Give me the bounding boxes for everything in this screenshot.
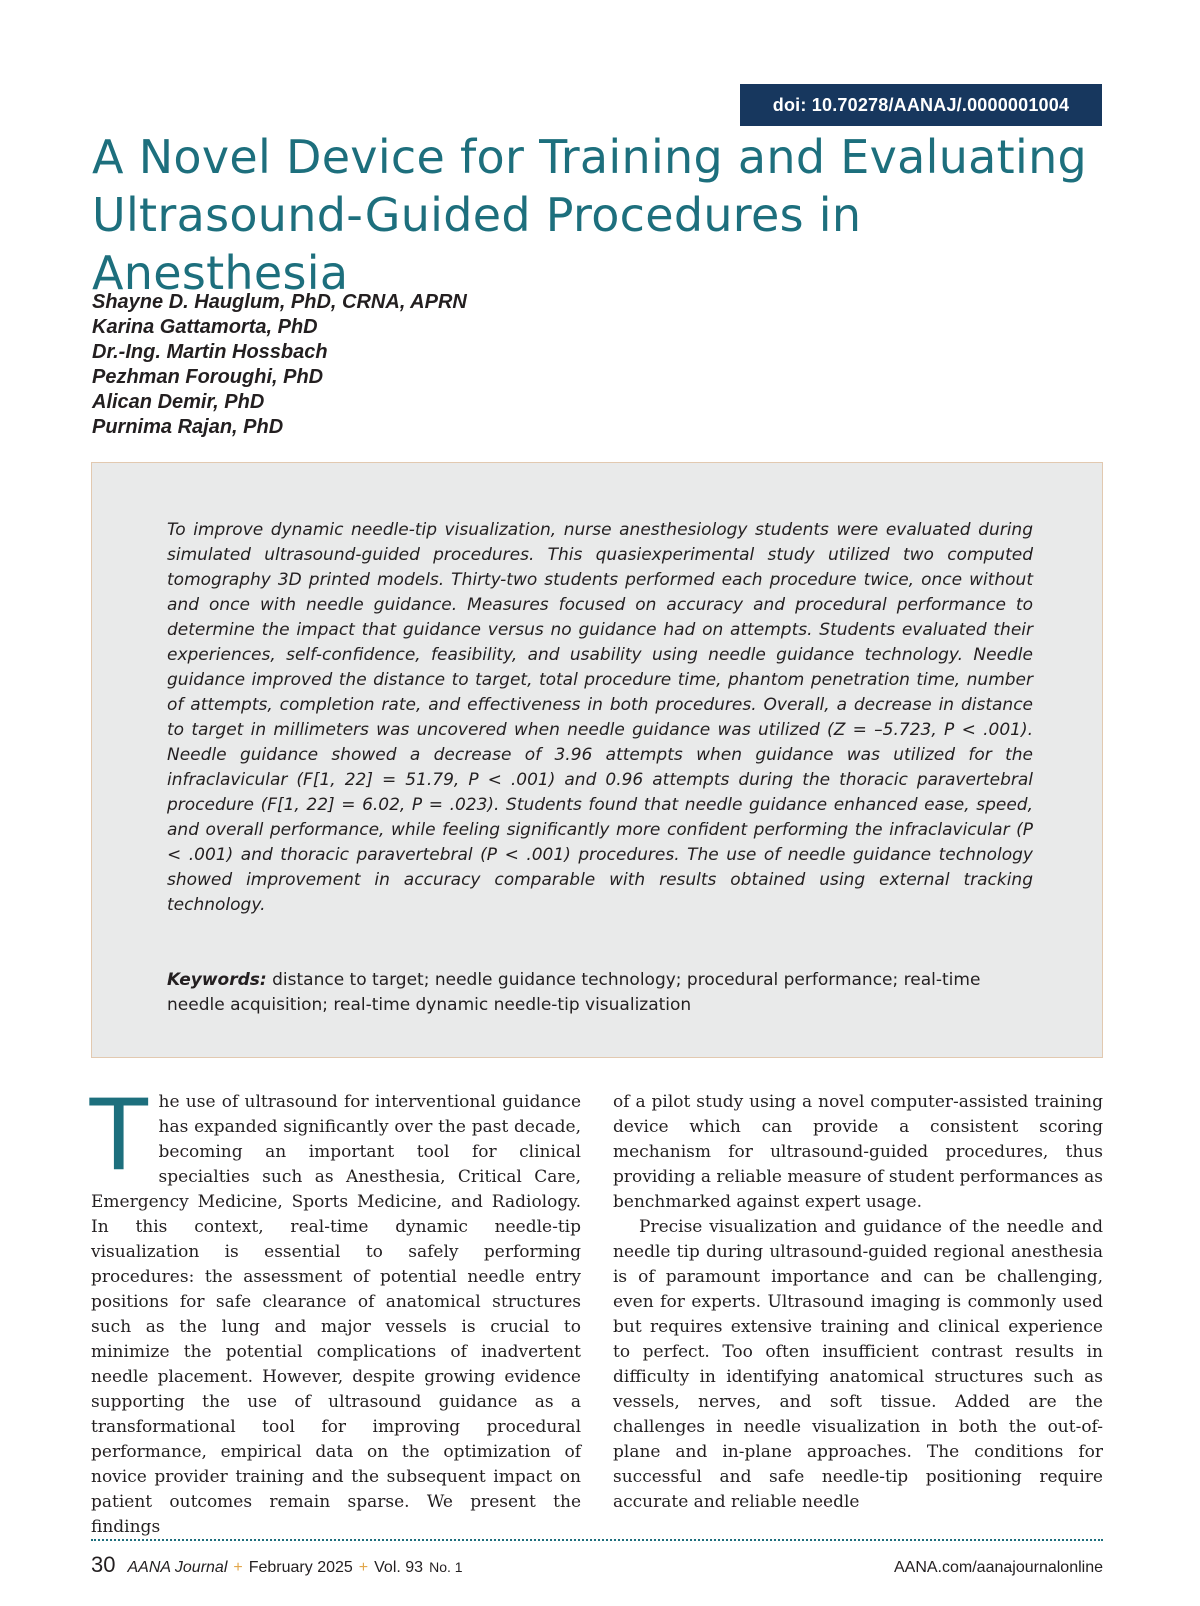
author-name: Karina Gattamorta, PhD <box>92 316 318 338</box>
doi-badge: doi: 10.70278/AANAJ/.0000001004 <box>740 84 1102 126</box>
author-name: Shayne D. Hauglum, PhD, CRNA, APRN <box>92 291 467 313</box>
drop-cap: T <box>87 1076 151 1192</box>
body-column-right <box>613 1090 1103 1515</box>
article-title: A Novel Device for Training and Evaluating Ultrasound-Guided Procedures in Anesthesia <box>92 130 1088 300</box>
volume: Vol. 93 <box>374 1559 424 1576</box>
body-paragraph: Precise visualization and guidance of the needle and needle tip during ultrasound-guided regional anesthesia is of paramount importance and can be challenging, even for experts. Ultrasound imaging is commonly used but requires extensive training and clinical experience to perfect. Too often insufficient contrast results in difficulty in identifying anatomical structures such as vessels, nerves, and soft tissue. Added are the challenges in needle visualization in both the out-of-plane and in-plane approaches. The conditions for successful and safe needle-tip positioning require accurate and reliable needle <box>613 1217 1103 1512</box>
journal-url: AANA.com/aanajournalonline <box>893 1559 1103 1576</box>
body-column-left <box>87 1076 581 1540</box>
separator-icon: + <box>233 1559 243 1576</box>
keywords <box>167 968 1033 1018</box>
page-number: 30 <box>91 1552 116 1577</box>
author-name: Dr.-Ing. Martin Hossbach <box>92 341 328 363</box>
keywords-text: distance to target; needle guidance technology; procedural performance; real-time needle acquisition; real-time dynamic needle-tip visualization <box>167 970 981 1015</box>
author-name: Alican Demir, PhD <box>92 391 265 413</box>
author-name: Pezhman Foroughi, PhD <box>92 366 324 388</box>
issue-date: February 2025 <box>248 1559 353 1576</box>
author-name: Purnima Rajan, PhD <box>92 416 284 438</box>
author-list <box>92 290 467 440</box>
footer-divider <box>91 1539 1103 1541</box>
abstract-text: To improve dynamic needle-tip visualization, nurse anesthesiology students were evaluated during simulated ultrasound-guided procedures. This quasiexperimental study utilized two computed tomography 3D printed models. Thirty-two students performed each procedure twice, once without and once with needle guidance. Measures focused on accuracy and procedural performance to determine the impact that guidance versus no guidance had on attempts. Students evaluated their experiences, self-confidence, feasibility, and usability using needle guidance technology. Needle guidance improved the distance to target, total procedure time, phantom penetration time, number of attempts, completion rate, and effectiveness in both procedures. Overall, a decrease in distance to target in millimeters was uncovered when needle guidance was utilized (Z = –5.723, P < .001). Needle guidance showed a decrease of 3.96 attempts when guidance was utilized for the infraclavicular (F[1, 22] = 51.79, P < .001) and 0.96 attempts during the thoracic paravertebral procedure (F[1, 22] = 6.02, P = .023). Students found that needle guidance enhanced ease, speed, and overall performance, while feeling significantly more confident performing the infraclavicular (P < .001) and thoracic paravertebral (P < .001) procedures. The use of needle guidance technology showed improvement in accuracy comparable with results obtained using external tracking technology. <box>167 520 1033 915</box>
separator-icon: + <box>358 1559 369 1576</box>
body-paragraph <box>87 1076 581 1540</box>
body-paragraph: of a pilot study using a novel computer-assisted training device which can provide a consistent scoring mechanism for ultrasound-guided procedures, thus providing a reliable measure of student performances as benchmarked against expert usage. <box>613 1092 1103 1212</box>
keywords-label: Keywords: <box>167 970 267 990</box>
page-footer <box>91 1552 1103 1578</box>
body-paragraph-text: he use of ultrasound for interventional guidance has expanded significantly over the past decade, becoming an important tool for clinical specialties such as Anesthesia, Critical Care, Emergency Medicine, Sports Medicine, and Radiology. In this context, real-time dynamic needle-tip visualization is essential to safely performing procedures: the assessment of potential needle entry positions for safe clearance of anatomical structures such as the lung and major vessels is crucial to minimize the potential complications of inadvertent needle placement. However, despite growing evidence supporting the use of ultrasound guidance as a transformational tool for improving procedural performance, empirical data on the optimization of novice provider training and the subsequent impact on patient outcomes remain sparse. We present the findings <box>91 1092 581 1537</box>
journal-name: AANA Journal <box>127 1559 228 1576</box>
issue-number: No. 1 <box>429 1559 463 1575</box>
